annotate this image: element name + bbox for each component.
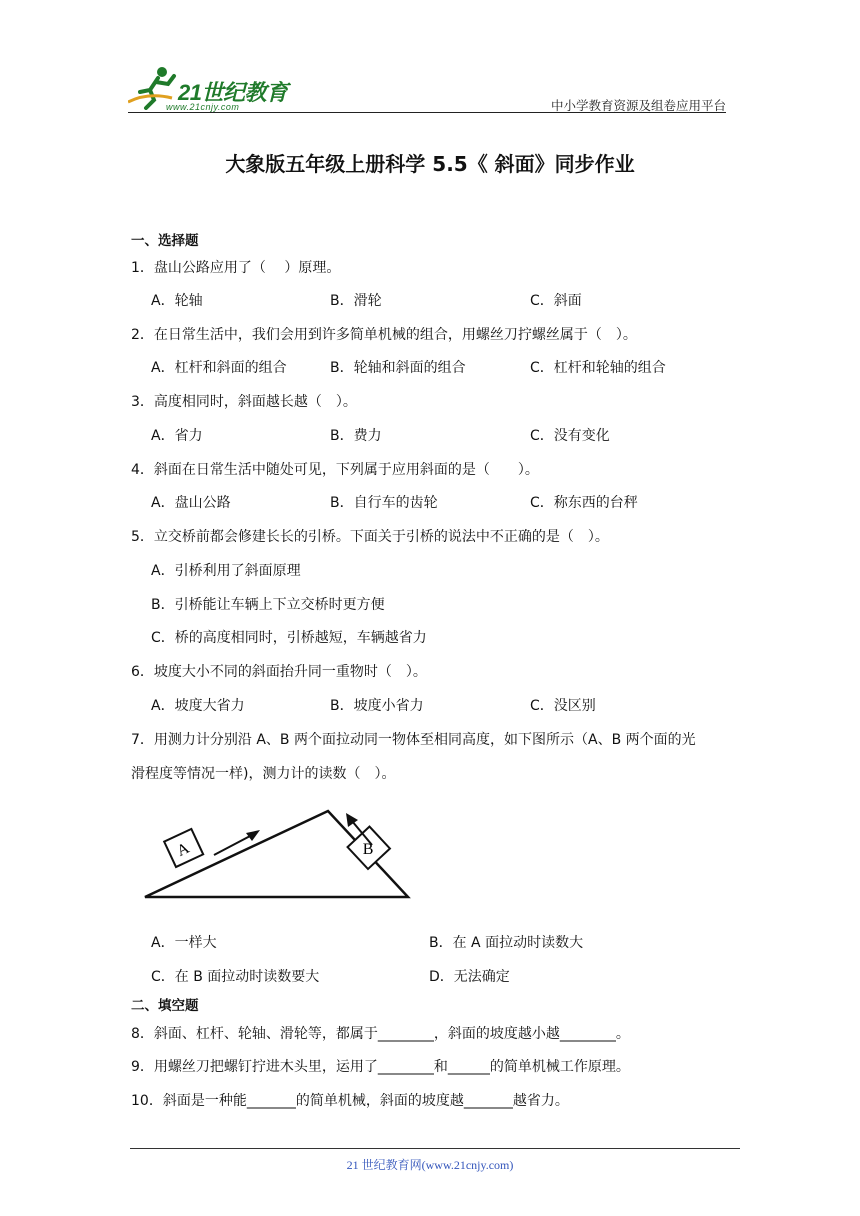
q7-option-a: A．一样大 — [151, 935, 217, 951]
question-7-line-1: 7．用测力计分别沿 A、B 两个面拉动同一物体至相同高度，如下图所示（A、B 两个面的光 — [131, 732, 696, 748]
logo-text: 21世纪教育 — [178, 80, 288, 105]
q7-option-d: D．无法确定 — [429, 969, 510, 985]
arrow-a-shaft — [214, 835, 252, 855]
q7-option-c: C．在 B 面拉动时读数要大 — [151, 969, 320, 985]
question-2: 2．在日常生活中，我们会用到许多简单机械的组合，用螺丝刀拧螺丝属于（ ）。 — [131, 327, 637, 343]
footer-text: 21 世纪教育网(www.21cnjy.com) — [346, 1158, 514, 1172]
q2-option-b: B．轮轴和斜面的组合 — [330, 360, 466, 376]
q5-option-b: B．引桥能让车辆上下立交桥时更方便 — [151, 597, 385, 613]
platform-name: 中小学教育资源及组卷应用平台 — [550, 98, 726, 113]
block-b-label: B — [362, 840, 374, 858]
header-divider — [128, 112, 726, 113]
section-heading-fill: 二、填空题 — [131, 998, 199, 1014]
q3-option-b: B．费力 — [330, 428, 382, 444]
q1-option-c: C．斜面 — [530, 293, 582, 309]
q1-option-b: B．滑轮 — [330, 293, 382, 309]
q7-option-b: B．在 A 面拉动时读数大 — [429, 935, 584, 951]
block-a-label: A — [174, 839, 193, 860]
logo — [128, 62, 308, 112]
q5-option-c: C．桥的高度相同时，引桥越短，车辆越省力 — [151, 630, 427, 646]
question-8: 8．斜面、杠杆、轮轴、滑轮等，都属于________，斜面的坡度越小越________。 — [131, 1026, 630, 1042]
q6-option-b: B．坡度小省力 — [330, 698, 424, 714]
q4-option-c: C．称东西的台秤 — [530, 495, 638, 511]
block-a — [164, 829, 203, 867]
question-1: 1．盘山公路应用了（ ）原理。 — [131, 260, 341, 276]
q4-option-b: B．自行车的齿轮 — [330, 495, 438, 511]
q2-option-c: C．杠杆和轮轴的组合 — [530, 360, 666, 376]
question-10: 10．斜面是一种能_______的简单机械，斜面的坡度越_______越省力。 — [131, 1093, 569, 1109]
question-9: 9．用螺丝刀把螺钉拧进木头里，运用了________和______的简单机械工作原理。 — [131, 1059, 630, 1075]
q1-option-a: A．轮轴 — [151, 293, 203, 309]
question-7-line-2: 滑程度等情况一样)，测力计的读数（ ）。 — [131, 766, 396, 782]
question-5: 5．立交桥前都会修建长长的引桥。下面关于引桥的说法中不正确的是（ ）。 — [131, 529, 609, 545]
q2-option-a: A．杠杆和斜面的组合 — [151, 360, 287, 376]
q6-option-a: A．坡度大省力 — [151, 698, 245, 714]
page-header — [128, 62, 726, 114]
footer-divider — [130, 1148, 740, 1149]
inclined-plane-figure — [142, 805, 414, 901]
logo-url: www.21cnjy.com — [166, 102, 240, 112]
page-title: 大象版五年级上册科学 5.5《 斜面》同步作业 — [225, 152, 635, 176]
q3-option-c: C．没有变化 — [530, 428, 610, 444]
q5-option-a: A．引桥利用了斜面原理 — [151, 563, 301, 579]
arrow-a-head — [246, 830, 260, 841]
question-3: 3．高度相同时，斜面越长越（ ）。 — [131, 394, 357, 410]
block-b — [348, 827, 390, 869]
q6-option-c: C．没区别 — [530, 698, 596, 714]
section-heading-choice: 一、选择题 — [131, 233, 199, 249]
q4-option-a: A．盘山公路 — [151, 495, 231, 511]
question-6: 6．坡度大小不同的斜面抬升同一重物时（ ）。 — [131, 664, 427, 680]
question-4: 4．斜面在日常生活中随处可见，下列属于应用斜面的是（ ）。 — [131, 462, 539, 478]
q3-option-a: A．省力 — [151, 428, 203, 444]
